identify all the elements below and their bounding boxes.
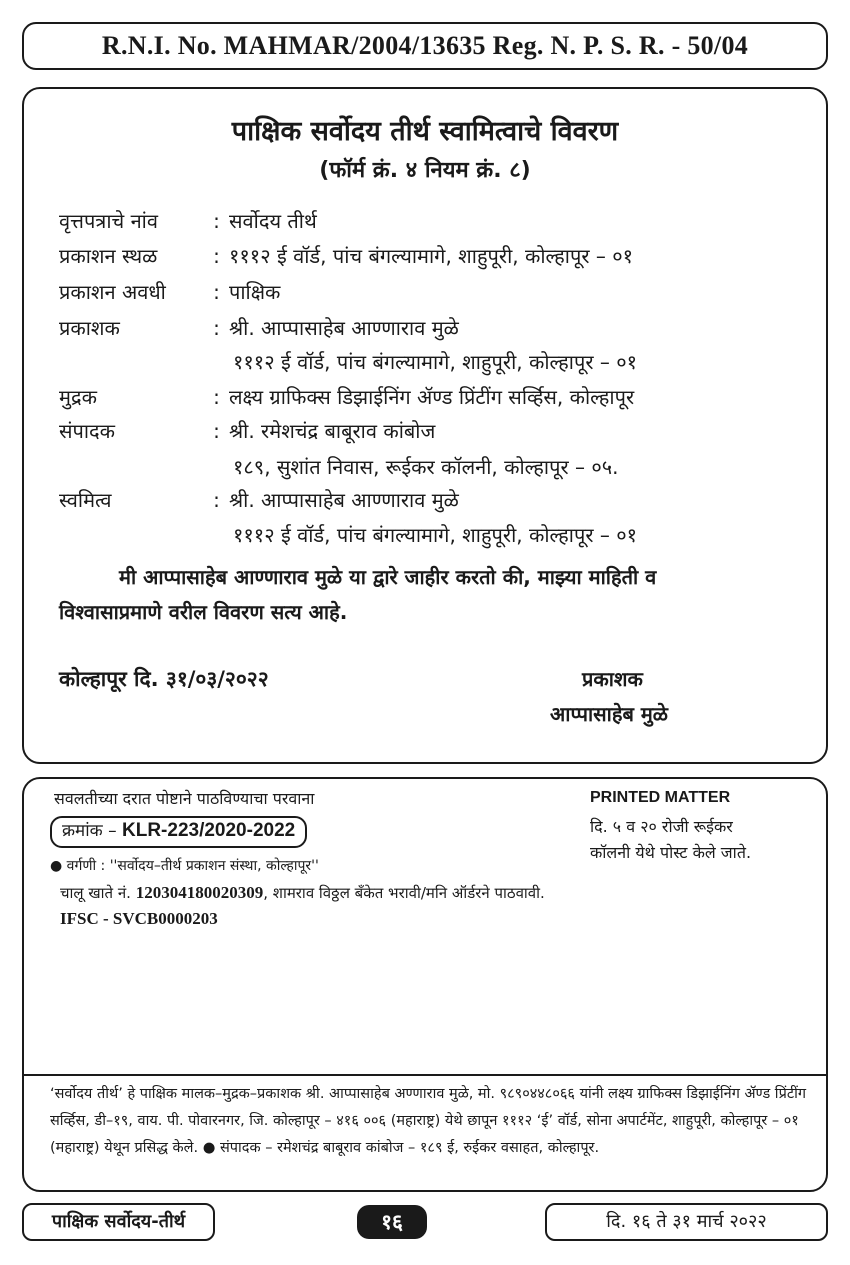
account-number: 120304180020309 [135, 883, 264, 902]
account-prefix: चालू खाते नं. [60, 884, 131, 902]
field-colon: : [213, 244, 220, 268]
declaration-line-2: विश्वासाप्रमाणे वरील विवरण सत्य आहे. [59, 600, 348, 624]
field-row-editor [59, 417, 435, 444]
declaration-line-1: मी आप्पासाहेब आण्णाराव मुळे या द्वारे जाहीर करतो की, माझ्या माहिती व [119, 565, 657, 589]
footer-issue-dates: दि. १६ ते ३१ मार्च २०२२ [545, 1203, 828, 1241]
field-colon: : [213, 488, 220, 512]
signatory-name: आप्पासाहेब मुळे [550, 702, 669, 726]
permit-number: KLR-223/2020-2022 [122, 820, 296, 841]
field-row-printer [59, 383, 634, 410]
field-label: स्वमित्व [59, 488, 112, 512]
field-colon: : [213, 419, 220, 443]
place-and-date: कोल्हापूर दि. ३१/०३/२०२२ [59, 667, 269, 691]
field-value: श्री. रमेशचंद्र बाबूराव कांबोज [229, 419, 436, 443]
field-row-publisher [59, 314, 459, 341]
permit-number-badge [50, 816, 307, 848]
field-label: प्रकाशक [59, 316, 120, 340]
statement-title: पाक्षिक सर्वोदय तीर्थ स्वामित्वाचे विवरण [231, 116, 619, 147]
posting-schedule-line-2: कॉलनी येथे पोस्ट केले जाते. [590, 843, 752, 862]
bank-account-line [60, 883, 545, 903]
publisher-address: १११२ ई वॉर्ड, पांच बंगल्यामागे, शाहुपूरी, कोल्हापूर – ०१ [233, 350, 638, 374]
field-label: वृत्तपत्राचे नांव [59, 209, 158, 233]
permit-label: क्रमांक – [62, 821, 117, 841]
ifsc-code: IFSC - SVCB0000203 [60, 909, 218, 928]
postal-info-box [22, 777, 828, 1192]
field-row-periodicity [59, 278, 280, 305]
imprint-text: ‘सर्वोदय तीर्थ’ हे पाक्षिक मालक–मुद्रक–प्रकाशक श्री. आप्पासाहेब अण्णाराव मुळे, मो. ९८९०४४८०६६ यांनी लक्ष्य ग्राफिक्स डिझाईनिंग ॲण्ड प्रिंटींग सर्व्हिस, डी–१९, वाय. पी. पोवारनगर, जि. कोल्हापूर – ४१६ ००६ (महाराष्ट्र) येथे छापून १११२ ‘ई’ वॉर्ड, सोना अपार्टमेंट, शाहुपूरी, कोल्हापूर – ०१ (महाराष्ट्र) येथून प्रसिद्ध केले. ● संपादक – रमेशचंद्र बाबूराव कांबोज – १८९ ई, रुईकर वसाहत, कोल्हापूर. [50, 1086, 807, 1156]
field-colon: : [213, 316, 220, 340]
field-row-ownership [59, 486, 459, 513]
field-row-publication-place [59, 242, 633, 269]
field-value: श्री. आप्पासाहेब आण्णाराव मुळे [229, 488, 459, 512]
field-value: लक्ष्य ग्राफिक्स डिझाईनिंग ॲण्ड प्रिंटींग सर्व्हिस, कोल्हापूर [229, 385, 635, 409]
printed-matter-label: PRINTED MATTER [590, 789, 731, 806]
signatory-title: प्रकाशक [582, 667, 643, 691]
field-label: प्रकाशन अवधी [59, 280, 166, 304]
rni-registration-banner: R.N.I. No. MAHMAR/2004/13635 Reg. N. P. S. R. - 50/04 [22, 22, 828, 70]
footer-publication-name: पाक्षिक सर्वोदय-तीर्थ [22, 1203, 215, 1241]
field-value: १११२ ई वॉर्ड, पांच बंगल्यामागे, शाहुपूरी, कोल्हापूर – ०१ [229, 244, 634, 268]
field-value: श्री. आप्पासाहेब आण्णाराव मुळे [229, 316, 459, 340]
ownership-statement-box [22, 87, 828, 764]
account-suffix: , शामराव विठ्ठल बँकेत भरावी/मनि ऑर्डरने पाठवावी. [263, 884, 545, 902]
field-label: मुद्रक [59, 385, 97, 409]
field-value: पाक्षिक [229, 280, 281, 304]
field-colon: : [213, 280, 220, 304]
field-value: सर्वोदय तीर्थ [229, 209, 317, 233]
subscription-payee: ● वर्गणी : ''सर्वोदय–तीर्थ प्रकाशन संस्था, कोल्हापूर'' [50, 858, 319, 874]
imprint-divider [24, 1074, 826, 1076]
postal-concession-text: सवलतीच्या दरात पोष्टाने पाठविण्याचा परवाना [54, 789, 315, 808]
field-label: संपादक [59, 419, 116, 443]
field-row-newspaper-name [59, 207, 317, 234]
page-number-badge: १६ [357, 1205, 427, 1239]
posting-schedule-line-1: दि. ५ व २० रोजी रूईकर [590, 817, 733, 836]
owner-address: १११२ ई वॉर्ड, पांच बंगल्यामागे, शाहुपूरी, कोल्हापूर – ०१ [233, 523, 638, 547]
editor-address: १८९, सुशांत निवास, रूईकर कॉलनी, कोल्हापूर – ०५. [233, 455, 619, 479]
field-colon: : [213, 209, 220, 233]
field-label: प्रकाशन स्थळ [59, 244, 158, 268]
statement-subtitle: (फॉर्म क्रं. ४ नियम क्रं. ८) [319, 158, 531, 183]
field-colon: : [213, 385, 220, 409]
